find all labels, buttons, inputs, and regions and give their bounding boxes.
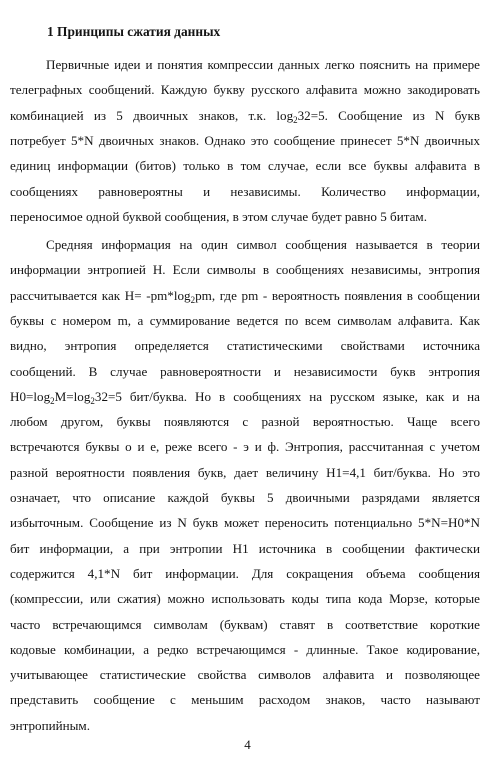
paragraph2-line: содержится 4,1*N бит информации. Для сокращения объема сообщения bbox=[10, 565, 480, 581]
paragraph1-line: Первичные идеи и понятия компрессии данных легко пояснить на примере bbox=[46, 57, 480, 72]
paragraph2-line: сообщений. В случае равновероятности и независимости букв энтропия bbox=[10, 363, 480, 379]
paragraph2-line: кодовые комбинации, а редко встречающимся - длинные. Такое кодирование, bbox=[10, 641, 480, 657]
paragraph2-line: информации энтропией H. Если символы в сообщениях независимы, энтропия bbox=[10, 262, 480, 278]
paragraph2-line: (компрессии, или сжатия) можно использовать коды типа кода Морзе, которые bbox=[10, 591, 480, 607]
section-heading: 1 Принципы сжатия данных bbox=[47, 24, 221, 39]
paragraph2-line: встречаются буквы о и е, реже всего - э и ф. Энтропия, рассчитанная с учетом bbox=[10, 439, 480, 455]
paragraph2-line: бит информации, а при энтропии H1 источника в сообщении фактически bbox=[10, 540, 480, 556]
paragraph2-line: видно, энтропия определяется статистическими свойствами источника bbox=[10, 338, 480, 354]
paragraph2-line: $H0=\log_2M=\log_232=5$ бит/буква. Но в сообщениях на русском языке, как и на bbox=[10, 388, 480, 406]
paragraph1-line: сообщениях равновероятны и независимы. Количество информации, bbox=[10, 183, 480, 199]
paragraph2-line: представить сообщение с меньшим расходом знаков, часто называют bbox=[10, 692, 480, 708]
paragraph1-line: телеграфных сообщений. Каждую букву русского алфавита можно закодировать bbox=[10, 82, 480, 98]
paragraph2-line: разной вероятности появления букв, дает величину H1=4,1 бит/буква. Но это bbox=[10, 464, 480, 480]
subscript: 2 bbox=[50, 395, 55, 406]
paragraph1-line: единиц информации (битов) только в том случае, если все буквы алфавита в bbox=[10, 158, 480, 174]
paragraph2-line: учитывающее статистические свойства символов алфавита и позволяющее bbox=[10, 667, 480, 683]
paragraph2-line: любом другом, буквы появляются с разной вероятностью. Чаще всего bbox=[10, 414, 480, 430]
paragraph1-line: потребует 5*N двоичных знаков. Однако это сообщение принесет 5*N двоичных bbox=[10, 132, 480, 148]
paragraph2-line: Средняя информация на один символ сообщения называется в теории bbox=[46, 237, 480, 252]
paragraph1-line: переносимое одной буквой сообщения, в этом случае будет равно 5 битам. bbox=[10, 208, 427, 224]
subscript: 2 bbox=[190, 294, 196, 305]
subscript: 2 bbox=[293, 114, 298, 125]
paragraph2-line: энтропийным. bbox=[10, 717, 90, 733]
paragraph2-line: избыточным. Сообщение из N букв может переносить потенциально 5*N=H0*N bbox=[10, 515, 480, 531]
paragraph2-line: часто встречающимся символам (буквам) ставят в соответствие короткие bbox=[10, 616, 480, 632]
paragraph2-line: буквы с номером m, а суммирование ведется по всем символам алфавита. Как bbox=[10, 312, 480, 328]
paragraph2-line: означает, что описание каждой буквы 5 двоичными разрядами является bbox=[10, 490, 480, 505]
paragraph2-line: рассчитывается как $H= -pm*\log_2pm$, где pm - вероятность появления в сообщении bbox=[10, 287, 480, 305]
paragraph1-line: комбинацией из 5 двоичных знаков, т.к. $\log_232=5$. Сообщение из N букв bbox=[10, 107, 481, 125]
subscript: 2 bbox=[90, 395, 95, 406]
page-number: 4 bbox=[244, 737, 251, 752]
